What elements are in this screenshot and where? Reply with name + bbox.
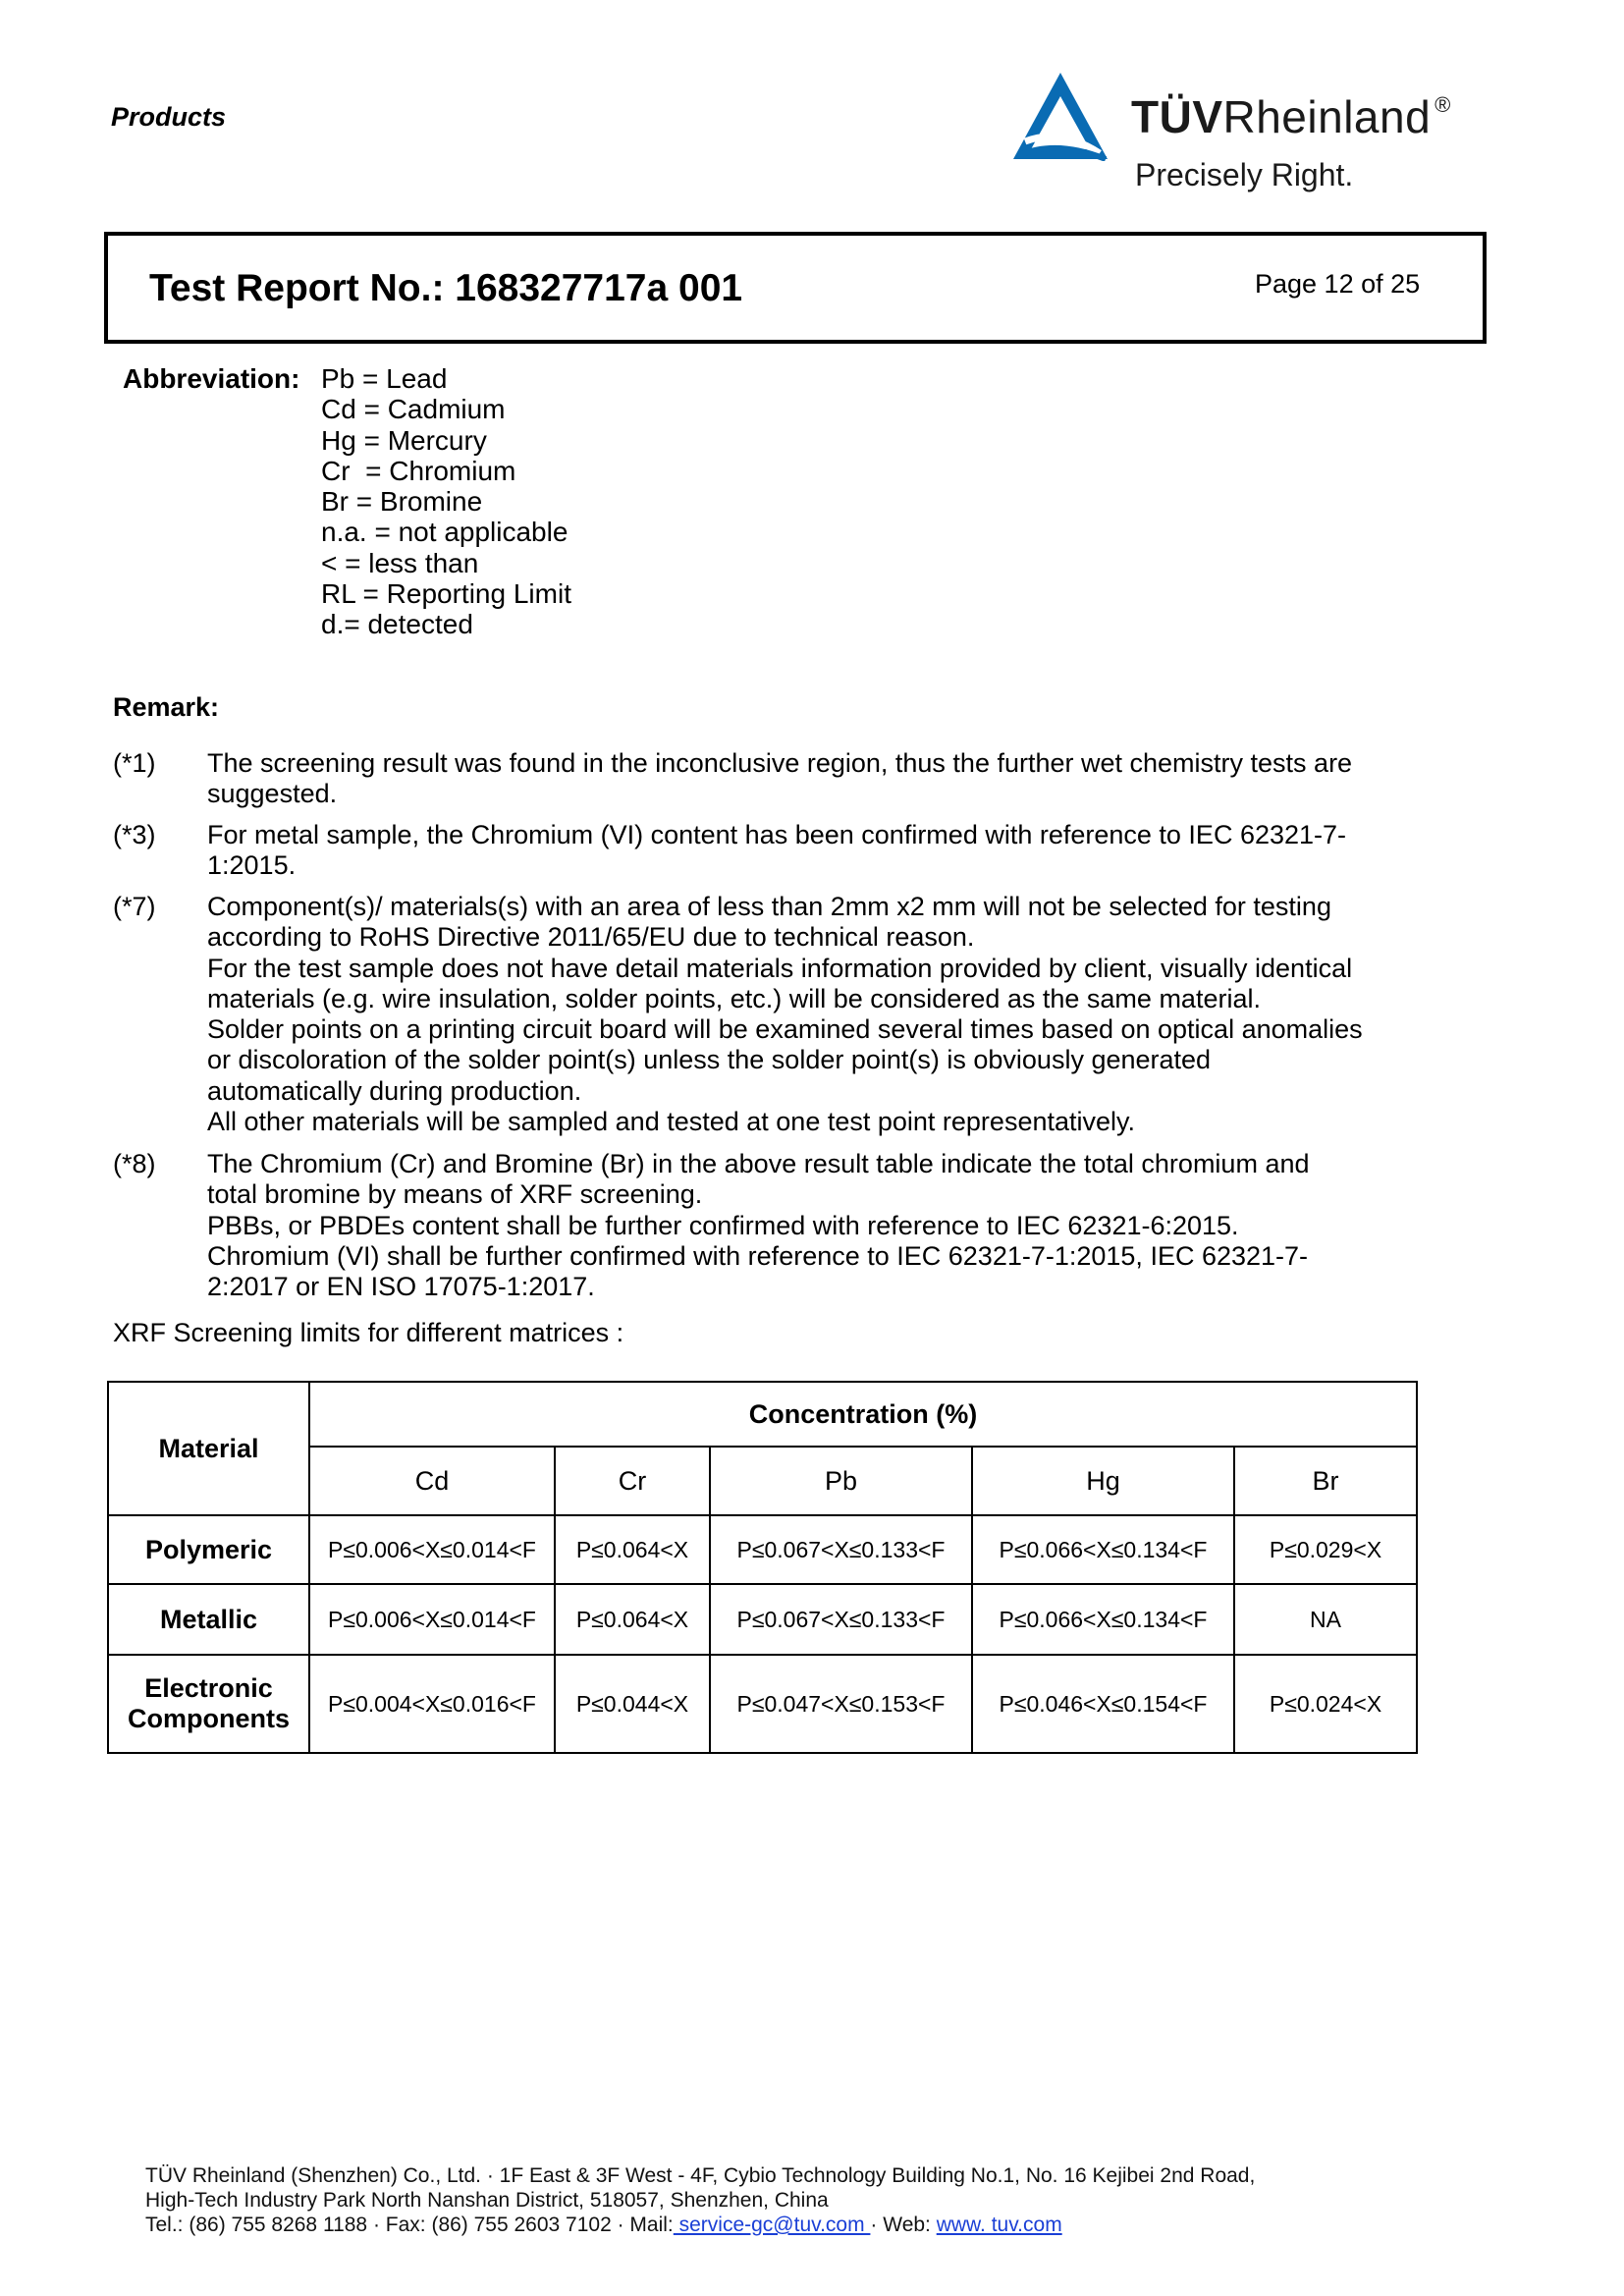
table-cell: P≤0.067<X≤0.133<F	[710, 1584, 972, 1655]
abbreviation-item: Pb = Lead	[321, 363, 448, 394]
concentration-header: Concentration (%)	[309, 1382, 1417, 1447]
note-line: PBBs, or PBDEs content shall be further confirmed with reference to IEC 62321-6:2015.	[207, 1210, 1239, 1240]
note-line: total bromine by means of XRF screening.	[207, 1179, 703, 1210]
brand-name-bold: TÜV	[1131, 91, 1223, 142]
report-title: Test Report No.: 168327717a 001	[149, 267, 743, 309]
table-cell: P≤0.024<X	[1234, 1655, 1417, 1753]
note-line: Component(s)/ materials(s) with an area of less than 2mm x2 mm will not be selected for testing	[207, 892, 1331, 921]
table-cell: P≤0.066<X≤0.134<F	[972, 1515, 1234, 1584]
table-cell: P≤0.066<X≤0.134<F	[972, 1584, 1234, 1655]
table-cell: P≤0.006<X≤0.014<F	[309, 1515, 555, 1584]
section-label: Products	[111, 102, 227, 132]
table-cell: P≤0.044<X	[555, 1655, 710, 1753]
registered-mark: ®	[1435, 92, 1451, 117]
abbreviation-list	[321, 363, 571, 640]
note-text	[207, 1149, 1425, 1302]
brand-name-rest: Rheinland	[1222, 91, 1432, 142]
abbreviation-item: Hg = Mercury	[321, 424, 487, 456]
note-line: suggested.	[207, 779, 338, 809]
note-line: automatically during production.	[207, 1075, 582, 1106]
footer	[145, 2163, 1255, 2237]
table-cell: P≤0.046<X≤0.154<F	[972, 1655, 1234, 1753]
footer-contact-line	[145, 2213, 1255, 2237]
table-row	[108, 1655, 1417, 1753]
note-text	[207, 820, 1425, 882]
note-line: For metal sample, the Chromium (VI) content has been confirmed with reference to IEC 62321-7-	[207, 820, 1347, 849]
note-line: All other materials will be sampled and tested at one test point representatively.	[207, 1107, 1135, 1137]
abbreviation-item: Cd = Cadmium	[321, 394, 506, 425]
table-cell: P≤0.064<X	[555, 1515, 710, 1584]
note-text	[207, 748, 1425, 810]
table-cell: P≤0.064<X	[555, 1584, 710, 1655]
row-material: Metallic	[108, 1584, 309, 1655]
table-row	[108, 1584, 1417, 1655]
note-line: The Chromium (Cr) and Bromine (Br) in the above result table indicate the total chromium and	[207, 1149, 1310, 1178]
xrf-limits-table	[107, 1381, 1418, 1754]
row-material: Polymeric	[108, 1515, 309, 1584]
web-link[interactable]: www. tuv.com	[936, 2214, 1062, 2236]
note-id: (*1)	[113, 748, 156, 778]
brand-name	[1131, 90, 1451, 143]
tuv-triangle-logo-icon	[1011, 71, 1110, 161]
note-id: (*8)	[113, 1149, 156, 1178]
footer-phone-fax: Tel.: (86) 755 8268 1188 · Fax: (86) 755 2603 7102 · Mail:	[145, 2214, 674, 2236]
note-id: (*7)	[113, 892, 156, 921]
row-material-line: Electronic	[144, 1673, 273, 1703]
table-cell: P≤0.006<X≤0.014<F	[309, 1584, 555, 1655]
remark-label: Remark:	[113, 692, 220, 722]
note-line: or discoloration of the solder point(s) unless the solder point(s) is obviously generated	[207, 1045, 1212, 1075]
note-line: materials (e.g. wire insulation, solder points, etc.) will be considered as the same material.	[207, 983, 1261, 1013]
note-line: For the test sample does not have detail materials information provided by client, visually identical	[207, 953, 1353, 983]
row-material-line: Components	[128, 1704, 290, 1733]
note-line: Solder points on a printing circuit board will be examined several times based on optical anomalies	[207, 1014, 1363, 1045]
note-line: Chromium (VI) shall be further confirmed with reference to IEC 62321-7-1:2015, IEC 62321-7-	[207, 1240, 1309, 1271]
abbreviation-item: Br = Bromine	[321, 486, 483, 518]
abbreviation-item: RL = Reporting Limit	[321, 578, 571, 610]
material-header: Material	[108, 1382, 309, 1515]
note-line: The screening result was found in the inconclusive region, thus the further wet chemistry tests are	[207, 748, 1353, 778]
column-header: Hg	[972, 1447, 1234, 1515]
row-material	[108, 1655, 309, 1753]
xrf-intro: XRF Screening limits for different matrices :	[113, 1318, 624, 1347]
column-header: Cr	[555, 1447, 710, 1515]
column-header: Cd	[309, 1447, 555, 1515]
abbreviation-item: Cr = Chromium	[321, 455, 516, 486]
note-line: according to RoHS Directive 2011/65/EU due to technical reason.	[207, 922, 975, 953]
table-cell: NA	[1234, 1584, 1417, 1655]
note-line: 2:2017 or EN ISO 17075-1:2017.	[207, 1272, 595, 1302]
web-label: · Web:	[870, 2214, 937, 2236]
abbreviation-label: Abbreviation:	[123, 363, 300, 394]
abbreviation-item: n.a. = not applicable	[321, 517, 568, 548]
table-cell: P≤0.067<X≤0.133<F	[710, 1515, 972, 1584]
column-header: Pb	[710, 1447, 972, 1515]
footer-address-line: High-Tech Industry Park North Nanshan District, 518057, Shenzhen, China	[145, 2189, 829, 2212]
note-id: (*3)	[113, 820, 156, 849]
note-text	[207, 892, 1425, 1137]
table-row	[108, 1515, 1417, 1584]
footer-address-line: TÜV Rheinland (Shenzhen) Co., Ltd. · 1F East & 3F West - 4F, Cybio Technology Building No.1, No. 16 Kejibei 2nd Road,	[145, 2164, 1256, 2187]
brand-tagline: Precisely Right.	[1135, 157, 1354, 192]
page-number: Page 12 of 25	[1255, 269, 1421, 299]
abbreviation-item: d.= detected	[321, 609, 473, 640]
table-cell: P≤0.047<X≤0.153<F	[710, 1655, 972, 1753]
abbreviation-item: < = less than	[321, 547, 479, 578]
note-line: 1:2015.	[207, 850, 297, 881]
table-cell: P≤0.004<X≤0.016<F	[309, 1655, 555, 1753]
table-cell: P≤0.029<X	[1234, 1515, 1417, 1584]
column-header: Br	[1234, 1447, 1417, 1515]
email-link[interactable]: service-gc@tuv.com	[673, 2214, 871, 2236]
